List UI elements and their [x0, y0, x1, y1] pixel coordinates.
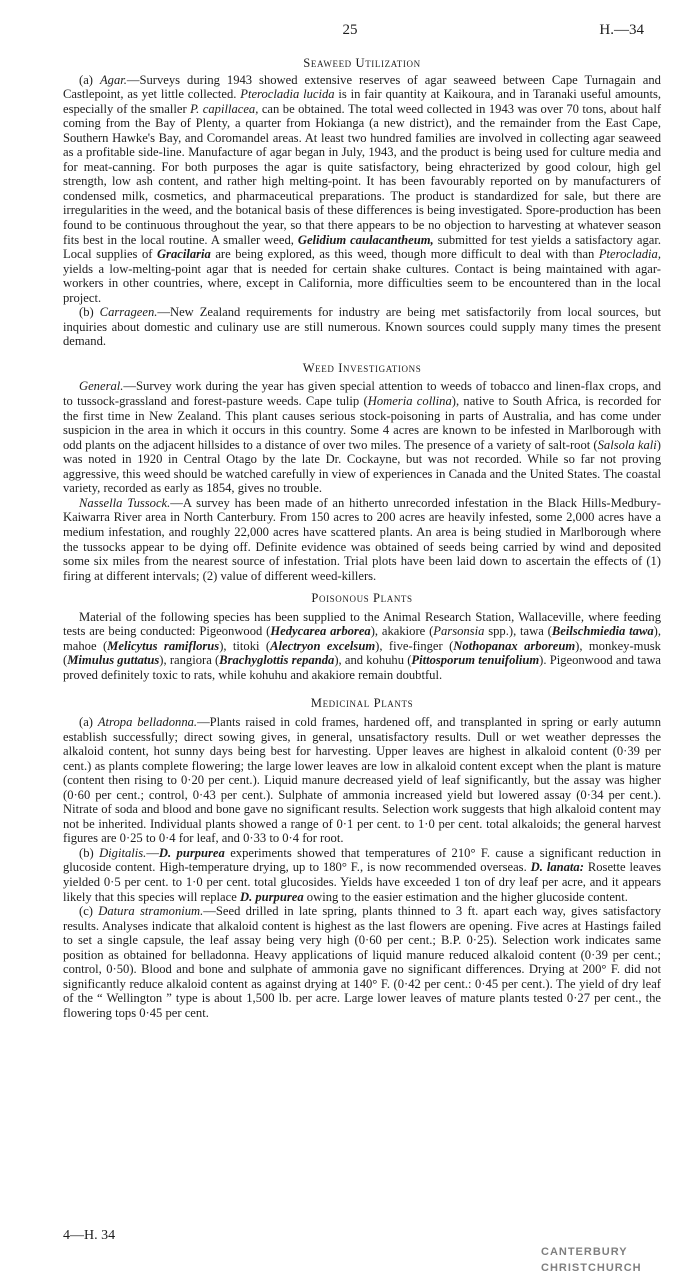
signature-mark: 4—H. 34: [63, 1228, 116, 1243]
section-heading-seaweed: Seaweed Utilization: [303, 56, 421, 70]
document-reference: H.—34: [599, 22, 644, 38]
medicinal-plants-section: [63, 696, 661, 1020]
paragraph-atropa: (a) Atropa belladonna.—Plants raised in cold frames, hardened off, and transplanted in spring or early autumn establish successfully; direct sowing gives, in general, unsatisfactory results. Dull or wet weather depresses the alkaloid content, hot sunny days being best for harvesting. Upper leaves are highest in alkaloid content (0·39 per cent.) as plants complete flowering; the large lower leaves are low in alkaloid content except when the plant is mature (content then rising to 0·20 per cent.). Liquid manure decreased yield of leaf significantly, but the assay was higher (0·60 per cent.; control, 0·43 per cent.). Sulphate of ammonia increased yield but lowered assay (0·34 per cent.). Nitrate of soda and blood and bone gave no significant results. Selection work suggests that high alkaloid content may not be inherited. Individual plants showed a range of 0·1 per cent. to 1·0 per cent. total alkaloids; the general harvest figures are 0·25 to 0·4 for leaf, and 0·33 to 0·4 for root.: [63, 714, 661, 846]
paragraph-agar: (a) Agar.—Surveys during 1943 showed extensive reserves of agar seaweed between Cape Turnagain and Castlepoint, as yet little collected. Pterocladia lucida is in fair quantity at Kaikoura, and in Taranaki useful amounts, especially of the smaller P. capillacea, can be obtained. The total weed collected in 1943 was over 70 tons, about half coming from the Bay of Plenty, a quarter from Hokianga (a new district), and the remainder from the East Cape, Southern Hawke's Bay, and Coromandel areas. At least two hundred families are involved in collecting agar seaweed as a profitable side-line. Manufacture of agar began in July, 1943, and the product is being used for culture media and for meat-canning. For both purposes the agar is quite satisfactory, being ehracterized by good colour, high gel strength, low ash content, and rather high melting-point. It has been favourably reported on by manufacturers of condensed milk, cosmetics, and pharmaceutical preparations. The product is standardized for sale, but there are irregularities in the weed, and the botanical basis of these differences is being investigated. Spore-production has been found to be continuous throughout the year, so that there appears to be no objection to harvesting at whatever season fits best in the local routine. A smaller weed, Gelidium caulacantheum, submitted for test yields a satisfactory agar. Local supplies of Gracilaria are being explored, as this weed, though more difficult to deal with than Pterocladia, yields a low-melting-point agar that is needed for certain shake cultures. Contact is being maintained with agar-workers in other countries, where, except in California, more difficulties seem to be encountered than in the local project.: [63, 72, 662, 305]
library-stamp-line-2: CHRISTCHURCH: [541, 1262, 642, 1274]
seaweed-utilization-section: [63, 56, 661, 349]
paragraph-digitalis: (b) Digitalis.—D. purpurea experiments showed that temperatures of 210° F. cause a significant reduction in glucoside content. High-temperature drying, up to 180° F., is now recommended overseas. D. lanata: Rosette leaves yielded 0·5 per cent. to 1·0 per cent. total glucosides. Yields have exceeded 1 ton of dry leaf per acre, and it appears likely that this species will replace D. purpurea owing to the easier estimation and the higher glucoside content.: [63, 845, 662, 904]
section-heading-medicinal: Medicinal Plants: [310, 696, 414, 711]
page-body: [63, 56, 661, 1020]
section-heading-weeds: Weed Investigations: [302, 360, 422, 375]
paragraph-datura: (c) Datura stramonium.—Seed drilled in late spring, plants thinned to 3 ft. apart each way, gives satisfactory results. Analyses indicate that alkaloid content is highest as the last flowers are opening. Five acres at Hastings failed to set a single capsule, the leaf assay being very high (0·60 per cent.; B.P. 0·25). Selection work indicates same position as obtained for belladonna. Heavy applications of liquid manure reduced alkaloid content (0·39 per cent.; control, 0·50). Blood and bone and sulphate of ammonia gave no significant differences. Drying at 200° F. did not significantly reduce alkaloid content as against drying at 140° F. (0·42 per cent.: 0·45 per cent.). The yield of dry leaf of the “ Wellington ” type is about 1,500 lb. per acre. Large lower leaves of mature plants tested 0·27 per cent., the flowering tops 0·45 per cent.: [63, 904, 661, 1020]
page-number: 25: [342, 22, 358, 38]
library-stamp-line-1: CANTERBURY: [541, 1246, 628, 1258]
paragraph-poisonous: Material of the following species has been supplied to the Animal Research Station, Wallaceville, where feeding tests are being conducted: Pigeonwood (Hedycarea arborea), akakiore (Parsonsia spp.), tawa (Beilschmiedia tawa), mahoe (Melicytus ramiflorus), titoki (Alectryon excelsum), five-finger (Nothopanax arboreum), monkey-musk (Mimulus guttatus), rangiora (Brachyglottis repanda), and kohuhu (Pittosporum tenuifolium). Pigeonwood and tawa proved definitely toxic to rats, while kohuhu and akakiore remain doubtful.: [63, 609, 662, 682]
section-heading-poisonous: Poisonous Plants: [311, 591, 413, 606]
paragraph-general: General.—Survey work during the year has given special attention to weeds of tobacco and linen-flax crops, and to tussock-grassland and forest-pasture weeds. Cape tulip (Homeria collina), native to South Africa, is recorded for the first time in New Zealand. This plant causes serious stock-poisoning in parts of Australia, and has come under suspicion in the area in which it occurs in this country. Some 4 acres are known to be infested in Marlborough with odd plants on the adjacent hillsides to a distance of over two miles. The presence of a variety of salt-root (Salsola kali) was noted in 1920 in Central Otago by the late Dr. Cockayne, but was not recorded. While so far not proving aggressive, this weed should be watched carefully in view of experiences in Canada and the United States. The coastal variety, recorded as early as 1854, gives no trouble.: [63, 379, 661, 496]
paragraph-carrageen: (b) Carrageen.—New Zealand requirements for industry are being met satisfactorily from local sources, but inquiries about domestic and culinary use are still numerous. Known sources could supply many times the present demand.: [63, 305, 661, 349]
poisonous-plants-section: [63, 591, 661, 682]
weed-investigations-section: [63, 361, 661, 583]
paragraph-nassella: Nassella Tussock.—A survey has been made of an hitherto unrecorded infestation in the Black Hills-Medbury-Kaiwarra River area in North Canterbury. From 150 acres to 200 acres are heavily infested, some 2,000 acres have a medium infestation, and roughly 22,000 acres have scattered plants. An area is being studied in Marlborough where the tussocks appear to be dying off. Definite evidence was obtained of seeds being carried by wind and deposited some six miles from the nearest source of infestation. Trial plots have been laid down to ascertain the effects of (1) firing at different intervals; (2) value of different weed-killers.: [63, 495, 661, 583]
